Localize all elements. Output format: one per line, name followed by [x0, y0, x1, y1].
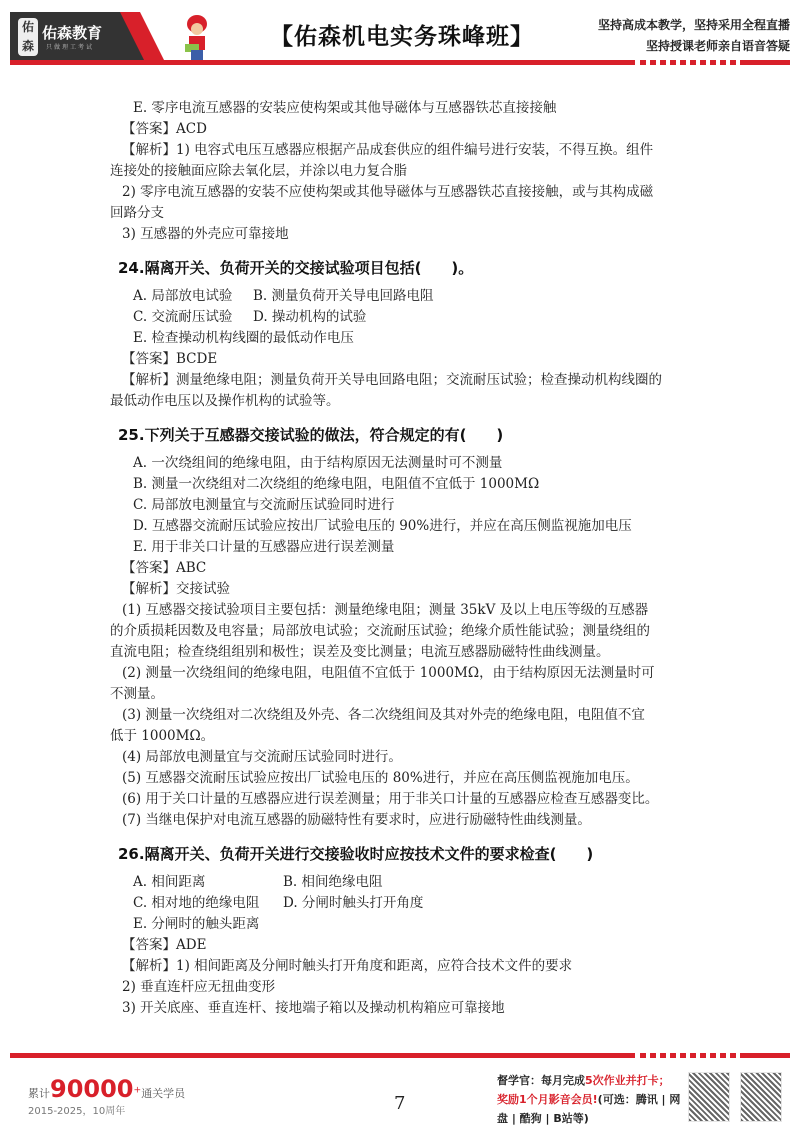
option: C. 相对地的绝缘电阻 [133, 895, 260, 911]
explanation-line: (5) 互感器交流耐压试验应按出厂试验电压的 80%进行，并应在高压侧监视施加电压。 [122, 770, 639, 786]
option-row [110, 286, 690, 307]
footer-rule-end [740, 1053, 790, 1058]
option: A. 相间距离 [133, 874, 206, 890]
explanation-line: (7) 当继电保护对电流互感器的励磁特性有要求时，应进行励磁特性曲线测量。 [122, 812, 591, 828]
option: E. 检查操动机构线圈的最低动作电压 [133, 330, 354, 346]
option: A. 一次绕组间的绝缘电阻，由于结构原因无法测量时可不测量 [133, 455, 503, 471]
explanation-line: (6) 用于关口计量的互感器应进行误差测量；用于非关口计量的互感器应检查互感器变比。 [122, 791, 659, 807]
explanation-line: 不测量。 [110, 686, 164, 702]
graduate-plus: + [133, 1084, 142, 1096]
explanation-line: (2) 测量一次绕组间的绝缘电阻，电阻值不宜低于 1000MΩ，由于结构原因无法测量时可 [122, 665, 655, 681]
explanation-line: 直流电阻；检查绕组组别和极性；误差及变比测量；电流互感器励磁特性曲线测量。 [110, 644, 610, 660]
explanation-line: 最低动作电压以及操作机构的试验等。 [110, 393, 340, 409]
qr-code-2[interactable] [740, 1072, 782, 1122]
explanation-line: 3) 互感器的外壳应可靠接地 [122, 226, 289, 242]
promo-part-1: 督学官：每月完成 [497, 1074, 585, 1087]
header-rule-dashes [640, 60, 736, 65]
graduate-prefix: 累计 [28, 1087, 50, 1100]
option: B. 相间绝缘电阻 [283, 874, 383, 890]
option: E. 用于非关口计量的互感器应进行误差测量 [133, 539, 395, 555]
answer-line: 【解析】1) 电容式电压互感器应根据产品成套供应的组件编号进行安装，不得互换。组件 [122, 142, 654, 158]
footer-rule-dashes [640, 1053, 736, 1058]
footer-rule [10, 1053, 635, 1058]
answer-line: 【解析】1) 相间距离及分闸时触头打开角度和距离，应符合技术文件的要求 [122, 958, 573, 974]
option: B. 测量一次绕组对二次绕组的绝缘电阻，电阻值不宜低于 1000MΩ [133, 476, 540, 492]
option: E. 分闸时的触头距离 [133, 916, 260, 932]
explanation-line: 回路分支 [110, 205, 164, 221]
page-title: 【佑森机电实务珠峰班】 [270, 24, 534, 50]
answer-line: 【解析】交接试验 [122, 581, 230, 597]
promo-part-2: 5次作业并打卡； [585, 1074, 670, 1087]
document-body [110, 98, 690, 1019]
option-row [110, 307, 690, 328]
explanation-line: 2) 零序电流互感器的安装不应使构架或其他导磁体与互感器铁芯直接接触，或与其构成磁 [122, 184, 654, 200]
slogan-line-1: 坚持高成本教学，坚持采用全程直播 [597, 18, 790, 32]
option: D. 互感器交流耐压试验应按出厂试验电压的 90%进行，并应在高压侧监视施加电压 [133, 518, 632, 534]
explanation-line: 连接处的接触面应除去氧化层，并涂以电力复合脂 [110, 163, 407, 179]
option: E. 零序电流互感器的安装应使构架或其他导磁体与互感器铁芯直接接触 [133, 100, 557, 116]
option: D. 分闸时触头打开角度 [283, 895, 424, 911]
explanation-line: (3) 测量一次绕组对二次绕组及外壳、各二次绕组间及其对外壳的绝缘电阻，电阻值不宜 [122, 707, 645, 723]
explanation-line: (1) 互感器交接试验项目主要包括：测量绝缘电阻；测量 35kV 及以上电压等级的互感器 [122, 602, 649, 618]
page-number: 7 [394, 1093, 406, 1114]
header-rule [10, 60, 635, 65]
question-title: 24.隔离开关、负荷开关的交接试验项目包括( )。 [118, 259, 474, 277]
option-row [110, 872, 690, 893]
option: B. 测量负荷开关导电回路电阻 [253, 288, 434, 304]
option: D. 操动机构的试验 [253, 309, 367, 325]
answer-line: 【答案】BCDE [122, 351, 218, 367]
qr-code-1[interactable] [688, 1072, 730, 1122]
answer-line: 【答案】ABC [122, 560, 207, 576]
explanation-line: 的介质损耗因数及电容量；局部放电试验；交流耐压试验；绝缘介质性能试验；测量绕组的 [110, 623, 650, 639]
logo-mark: 佑 森 [18, 18, 38, 56]
promo-part-3: 奖励1个月影音会员! [497, 1093, 598, 1106]
promo-text [497, 1071, 682, 1128]
explanation-line: 3) 开关底座、垂直连杆、接地端子箱以及操动机构箱应可靠接地 [122, 1000, 505, 1016]
option-row [110, 893, 690, 914]
answer-line: 【解析】测量绝缘电阻；测量负荷开关导电回路电阻；交流耐压试验；检查操动机构线圈的 [122, 372, 662, 388]
graduate-number: 90000 [50, 1075, 134, 1103]
question-title: 25.下列关于互感器交接试验的做法，符合规定的有( ) [118, 426, 504, 444]
answer-line: 【答案】ACD [122, 121, 207, 137]
question-title: 26.隔离开关、负荷开关进行交接验收时应按技术文件的要求检查( ) [118, 845, 594, 863]
logo-subtitle: 只做理工考试 [46, 44, 95, 51]
option: C. 交流耐压试验 [133, 309, 233, 325]
anniversary-text: 2015-2025，10周年 [28, 1106, 126, 1117]
graduate-suffix: 通关学员 [141, 1087, 186, 1100]
logo-text: 佑森教育 [42, 24, 103, 42]
promo-part-4: (可选：腾讯 | 网盘 | 酷狗 | B站等) [497, 1093, 681, 1125]
graduate-count [28, 1075, 185, 1103]
explanation-line: 低于 1000MΩ。 [110, 728, 215, 744]
option: A. 局部放电试验 [133, 288, 233, 304]
option: C. 局部放电测量宜与交流耐压试验同时进行 [133, 497, 395, 513]
header-rule-end [740, 60, 790, 65]
slogan-line-2: 坚持授课老师亲自语音答疑 [645, 39, 790, 53]
answer-line: 【答案】ADE [122, 937, 207, 953]
explanation-line: 2) 垂直连杆应无扭曲变形 [122, 979, 276, 995]
mascot-icon [183, 14, 211, 62]
explanation-line: (4) 局部放电测量宜与交流耐压试验同时进行。 [122, 749, 402, 765]
